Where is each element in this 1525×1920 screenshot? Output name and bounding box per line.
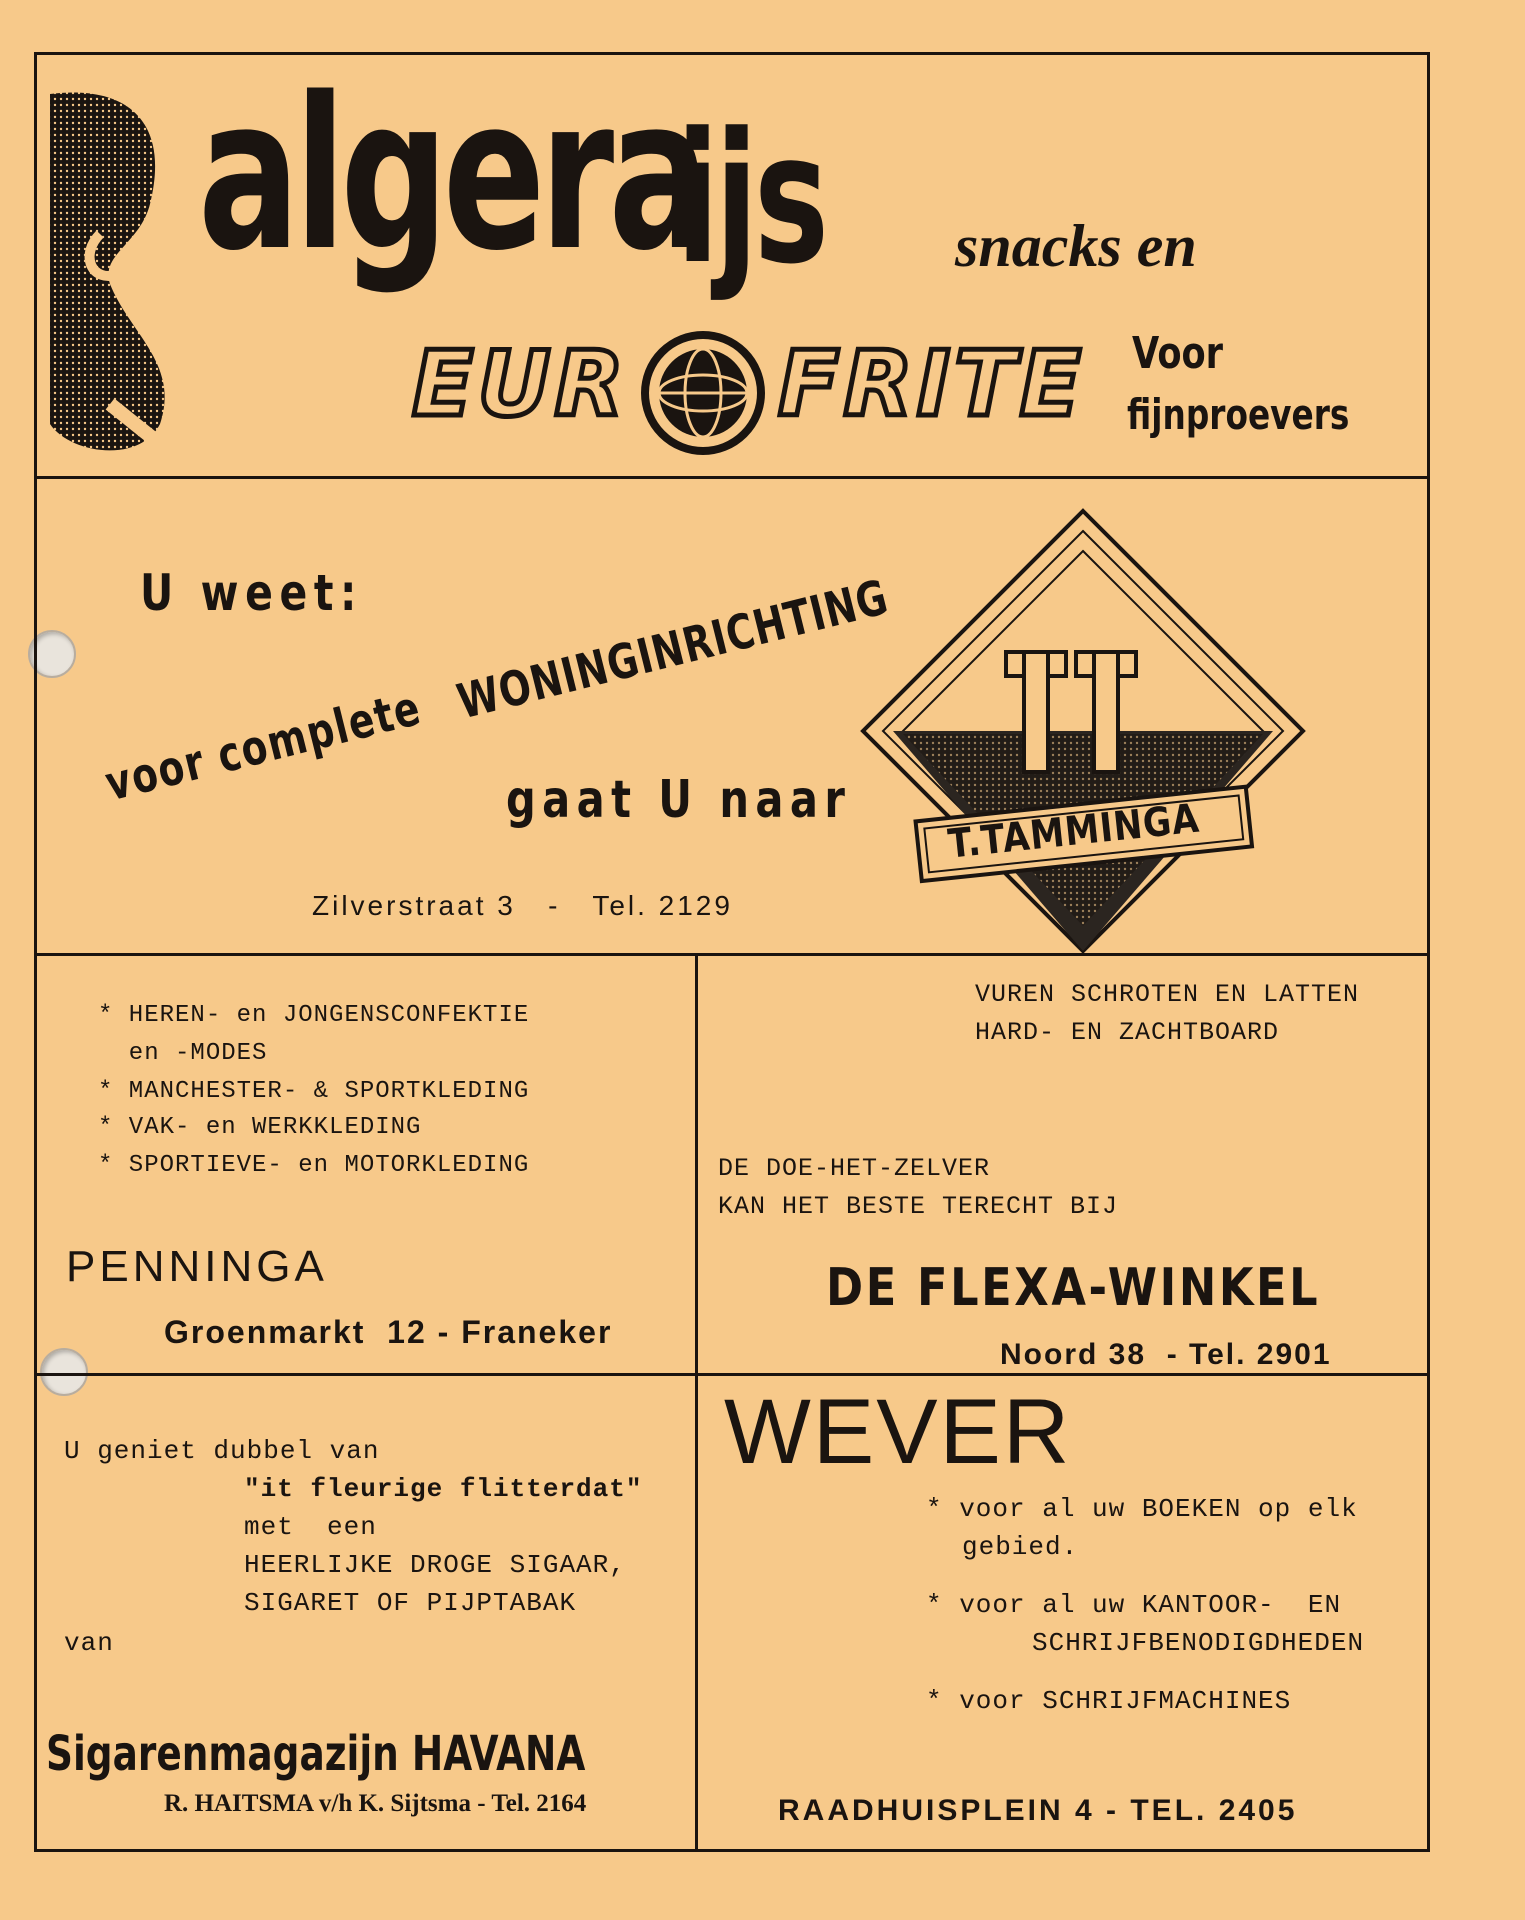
algera-wordmark: algera <box>198 52 705 297</box>
penninga-item-2: en -MODES <box>98 1040 268 1067</box>
flexa-mid-line-1: DE DOE-HET-ZELVER <box>718 1154 991 1183</box>
flexa-address: Noord 38 - Tel. 2901 <box>1000 1338 1332 1371</box>
gaat-u-naar-text: gaat U naar <box>506 770 852 830</box>
algera-b-logo <box>40 84 180 464</box>
havana-name: Sigarenmagazijn HAVANA <box>46 1726 586 1782</box>
havana-line-3: met een <box>244 1512 377 1542</box>
vertical-divider <box>695 953 698 1852</box>
wever-name: WEVER <box>724 1381 1072 1483</box>
havana-line-1: U geniet dubbel van <box>64 1436 380 1466</box>
havana-line-4: HEERLIJKE DROGE SIGAAR, <box>244 1550 626 1580</box>
tamminga-address: Zilverstraat 3 - Tel. 2129 <box>312 890 733 921</box>
eurofrite-left: EUR <box>412 332 628 437</box>
tamminga-diamond-logo <box>858 506 1308 956</box>
wever-item-1-line-2: gebied. <box>962 1532 1079 1562</box>
flexa-mid-line-2: KAN HET BESTE TERECHT BIJ <box>718 1192 1119 1221</box>
havana-line-2: "it fleurige flitterdat" <box>244 1474 643 1504</box>
slogan-voor: Voor <box>1132 328 1224 379</box>
voor-complete-text: voor complete <box>100 679 427 813</box>
wever-item-2-line-2: SCHRIJFBENODIGDHEDEN <box>1032 1628 1365 1658</box>
divider-middle-row <box>34 1373 1430 1376</box>
woninginrichting-text: WONINGINRICHTING <box>452 569 894 731</box>
wever-item-2-line-1: * voor al uw KANTOOR- EN <box>926 1590 1342 1620</box>
snacks-tagline: snacks en <box>955 213 1197 279</box>
penninga-item-3: * MANCHESTER- & SPORTKLEDING <box>98 1078 530 1105</box>
wever-address: RAADHUISPLEIN 4 - TEL. 2405 <box>778 1794 1298 1827</box>
globe-icon <box>640 330 766 456</box>
u-weet-heading: U weet: <box>140 564 363 622</box>
havana-line-6: van <box>64 1628 114 1658</box>
penninga-item-4: * VAK- en WERKKLEDING <box>98 1114 422 1141</box>
penninga-address: Groenmarkt 12 - Franeker <box>164 1314 613 1350</box>
tamminga-logo-text: T.TAMMINGA <box>946 795 1202 868</box>
flexa-top-line-1: VUREN SCHROTEN EN LATTEN <box>975 980 1360 1009</box>
eurofrite-right: FRITE <box>778 332 1086 437</box>
flexa-name: DE FLEXA-WINKEL <box>826 1258 1321 1318</box>
havana-line-5: SIGARET OF PIJPTABAK <box>244 1588 577 1618</box>
penninga-name: PENNINGA <box>66 1242 328 1291</box>
penninga-item-1: * HEREN- en JONGENSCONFEKTIE <box>98 1002 530 1029</box>
penninga-item-5: * SPORTIEVE- en MOTORKLEDING <box>98 1152 530 1179</box>
ijs-wordmark: ijs <box>676 95 825 304</box>
wever-item-1-line-1: * voor al uw BOEKEN op elk <box>926 1494 1358 1524</box>
slogan-fijnproevers: fijnproevers <box>1127 390 1350 439</box>
wever-item-3: * voor SCHRIJFMACHINES <box>926 1686 1292 1716</box>
flexa-top-line-2: HARD- EN ZACHTBOARD <box>975 1018 1280 1047</box>
havana-owner: R. HAITSMA v/h K. Sijtsma - Tel. 2164 <box>164 1790 587 1817</box>
divider-after-algera <box>34 476 1430 479</box>
